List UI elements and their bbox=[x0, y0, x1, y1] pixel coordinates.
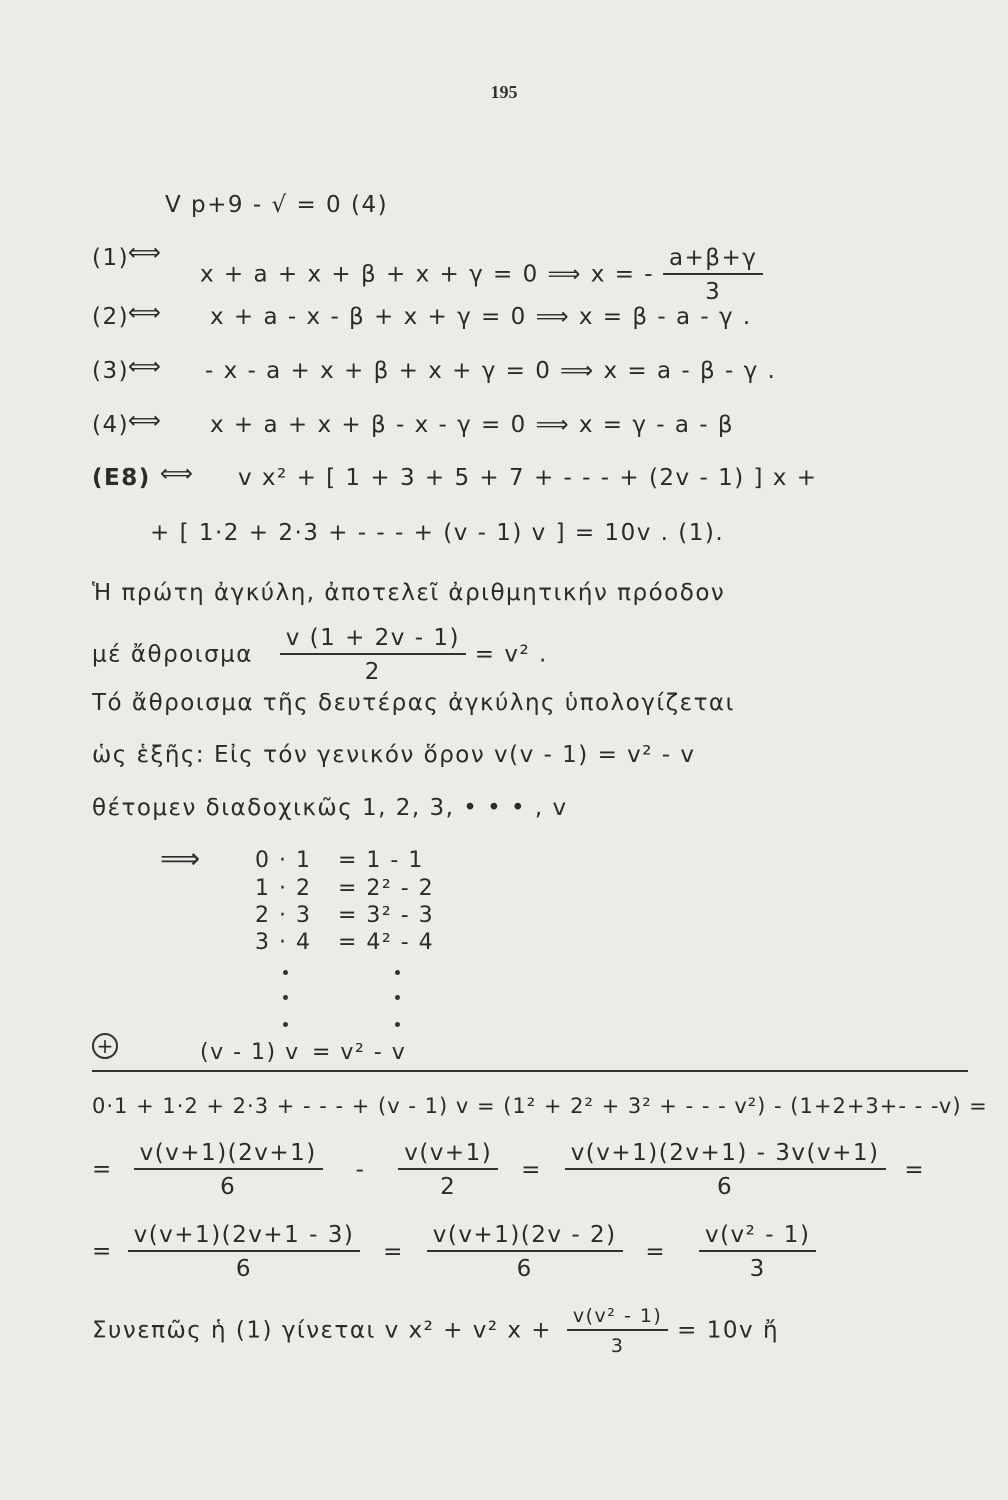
equals-sign: = bbox=[92, 1156, 113, 1183]
products-rhs-2: = 3² - 3 bbox=[338, 903, 435, 928]
equation-label-1: (1) bbox=[92, 245, 130, 271]
fraction-1-denominator: 3 bbox=[705, 279, 722, 305]
fraction-sum-arith-denominator: 2 bbox=[364, 659, 381, 685]
fraction-g1 bbox=[128, 1222, 361, 1282]
minus-sign: - bbox=[355, 1156, 366, 1183]
products-rhs-3: = 4² - 4 bbox=[338, 930, 435, 955]
equation-4-header: V p+9 - √ = 0 (4) bbox=[165, 192, 389, 218]
fraction-g2-denominator: 6 bbox=[516, 1256, 533, 1282]
equals-sign: = bbox=[904, 1156, 926, 1183]
text-line-5: θέτομεν διαδοχικῶς 1, 2, 3, • • • , v bbox=[92, 795, 568, 821]
equation-label-e8: (E8) bbox=[92, 465, 151, 491]
ellipsis-dot bbox=[395, 995, 400, 1000]
fraction-g1-numerator: v(v+1)(2v+1 - 3) bbox=[128, 1222, 361, 1252]
products-last-lhs: (v - 1) v bbox=[200, 1040, 300, 1065]
ellipsis-dot bbox=[283, 1022, 288, 1027]
fraction-g2-numerator: v(v+1)(2v - 2) bbox=[427, 1222, 623, 1252]
implies-arrow-icon: ⟹ bbox=[160, 842, 202, 875]
fraction-g3 bbox=[699, 1222, 816, 1282]
equation-label-2: (2) bbox=[92, 304, 130, 330]
ellipsis-dot bbox=[395, 970, 400, 975]
products-lhs-2: 2 · 3 bbox=[255, 903, 312, 928]
fraction-conclusion-denominator: 3 bbox=[610, 1335, 625, 1357]
fraction-f1 bbox=[134, 1140, 323, 1200]
fraction-g3-numerator: v(v² - 1) bbox=[699, 1222, 816, 1252]
text-line-4: ὡς ἑξῆς: Εἰς τόν γενικόν ὅρον v(v - 1) = v² - v bbox=[92, 742, 696, 768]
fraction-g3-denominator: 3 bbox=[749, 1256, 766, 1282]
equals-sign: = bbox=[383, 1238, 404, 1265]
products-rhs-0: = 1 - 1 bbox=[338, 848, 424, 873]
equation-label-4: (4) bbox=[92, 412, 130, 438]
iff-arrow-icon: ⟺ bbox=[128, 408, 163, 434]
equals-sign: = bbox=[521, 1156, 542, 1183]
products-lhs-3: 3 · 4 bbox=[255, 930, 312, 955]
fraction-1-numerator: a+β+γ bbox=[663, 245, 763, 275]
conclusion-start: Συνεπῶς ἡ (1) γίνεται v x² + v² x + bbox=[92, 1317, 553, 1344]
conclusion-end: = 10v ἤ bbox=[677, 1317, 780, 1344]
fraction-g2 bbox=[427, 1222, 623, 1282]
fraction-f1-denominator: 6 bbox=[220, 1174, 237, 1200]
text-line-2-start: μέ ἄθροισμα bbox=[92, 641, 253, 668]
products-lhs-1: 1 · 2 bbox=[255, 876, 312, 901]
equation-1-lhs: x + a + x + β + x + γ = 0 ⟹ x = - bbox=[200, 261, 655, 288]
ellipsis-dot bbox=[283, 970, 288, 975]
ellipsis-dot bbox=[283, 995, 288, 1000]
fraction-conclusion bbox=[567, 1305, 668, 1357]
equation-label-3: (3) bbox=[92, 358, 130, 384]
fraction-f3 bbox=[565, 1140, 886, 1200]
fraction-sum-arith-numerator: v (1 + 2v - 1) bbox=[280, 625, 466, 655]
products-lhs-0: 0 · 1 bbox=[255, 848, 312, 873]
fraction-f2 bbox=[398, 1140, 498, 1200]
products-rhs-1: = 2² - 2 bbox=[338, 876, 435, 901]
equals-sign: = bbox=[92, 1238, 113, 1265]
fraction-sum-arith bbox=[280, 625, 466, 685]
text-line-2 bbox=[92, 625, 548, 685]
ellipsis-dot bbox=[395, 1022, 400, 1027]
equation-4: x + a + x + β - x - γ = 0 ⟹ x = γ - a - β bbox=[210, 412, 735, 438]
page-number: 195 bbox=[490, 82, 518, 102]
iff-arrow-icon: ⟺ bbox=[128, 354, 163, 380]
fraction-f1-numerator: v(v+1)(2v+1) bbox=[134, 1140, 323, 1170]
text-line-1: Ἡ πρώτη ἀγκύλη, ἀποτελεῖ ἀριθμητικήν πρόοδον bbox=[92, 580, 726, 606]
text-line-2-end: = v² . bbox=[474, 641, 548, 668]
fraction-g1-denominator: 6 bbox=[235, 1256, 253, 1282]
iff-arrow-icon: ⟺ bbox=[128, 300, 163, 326]
fraction-row-1 bbox=[92, 1140, 925, 1200]
fraction-f3-denominator: 6 bbox=[717, 1174, 734, 1200]
equals-sign: = bbox=[645, 1238, 667, 1265]
fraction-f2-numerator: v(v+1) bbox=[398, 1140, 498, 1170]
fraction-f2-denominator: 2 bbox=[440, 1174, 457, 1200]
iff-arrow-icon: ⟺ bbox=[160, 461, 195, 487]
conclusion-line bbox=[92, 1305, 779, 1357]
sum-line: 0·1 + 1·2 + 2·3 + - - - + (v - 1) v = (1² + 2² + 3² + - - - v²) - (1+2+3+- - -v) = bbox=[92, 1094, 988, 1118]
equation-e8-part-2: + [ 1·2 + 2·3 + - - - + (v - 1) v ] = 10v . (1). bbox=[150, 520, 725, 546]
iff-arrow-icon: ⟺ bbox=[128, 240, 163, 266]
equation-1 bbox=[200, 245, 763, 305]
equation-e8-part-1: v x² + [ 1 + 3 + 5 + 7 + - - - + (2v - 1) ] x + bbox=[238, 465, 818, 491]
sum-divider bbox=[92, 1070, 968, 1072]
fraction-conclusion-numerator: v(v² - 1) bbox=[567, 1305, 668, 1331]
equation-2: x + a - x - β + x + γ = 0 ⟹ x = β - a - γ . bbox=[210, 304, 752, 330]
fraction-row-2 bbox=[92, 1222, 816, 1282]
fraction-f3-numerator: v(v+1)(2v+1) - 3v(v+1) bbox=[565, 1140, 886, 1170]
fraction-1 bbox=[663, 245, 763, 305]
text-line-3: Τό ἄθροισμα τῆς δευτέρας ἀγκύλης ὑπολογίζεται bbox=[92, 690, 735, 716]
equation-3: - x - a + x + β + x + γ = 0 ⟹ x = a - β - γ . bbox=[205, 358, 777, 384]
products-last-rhs: = v² - v bbox=[312, 1040, 407, 1065]
circled-plus-icon: + bbox=[92, 1033, 118, 1059]
